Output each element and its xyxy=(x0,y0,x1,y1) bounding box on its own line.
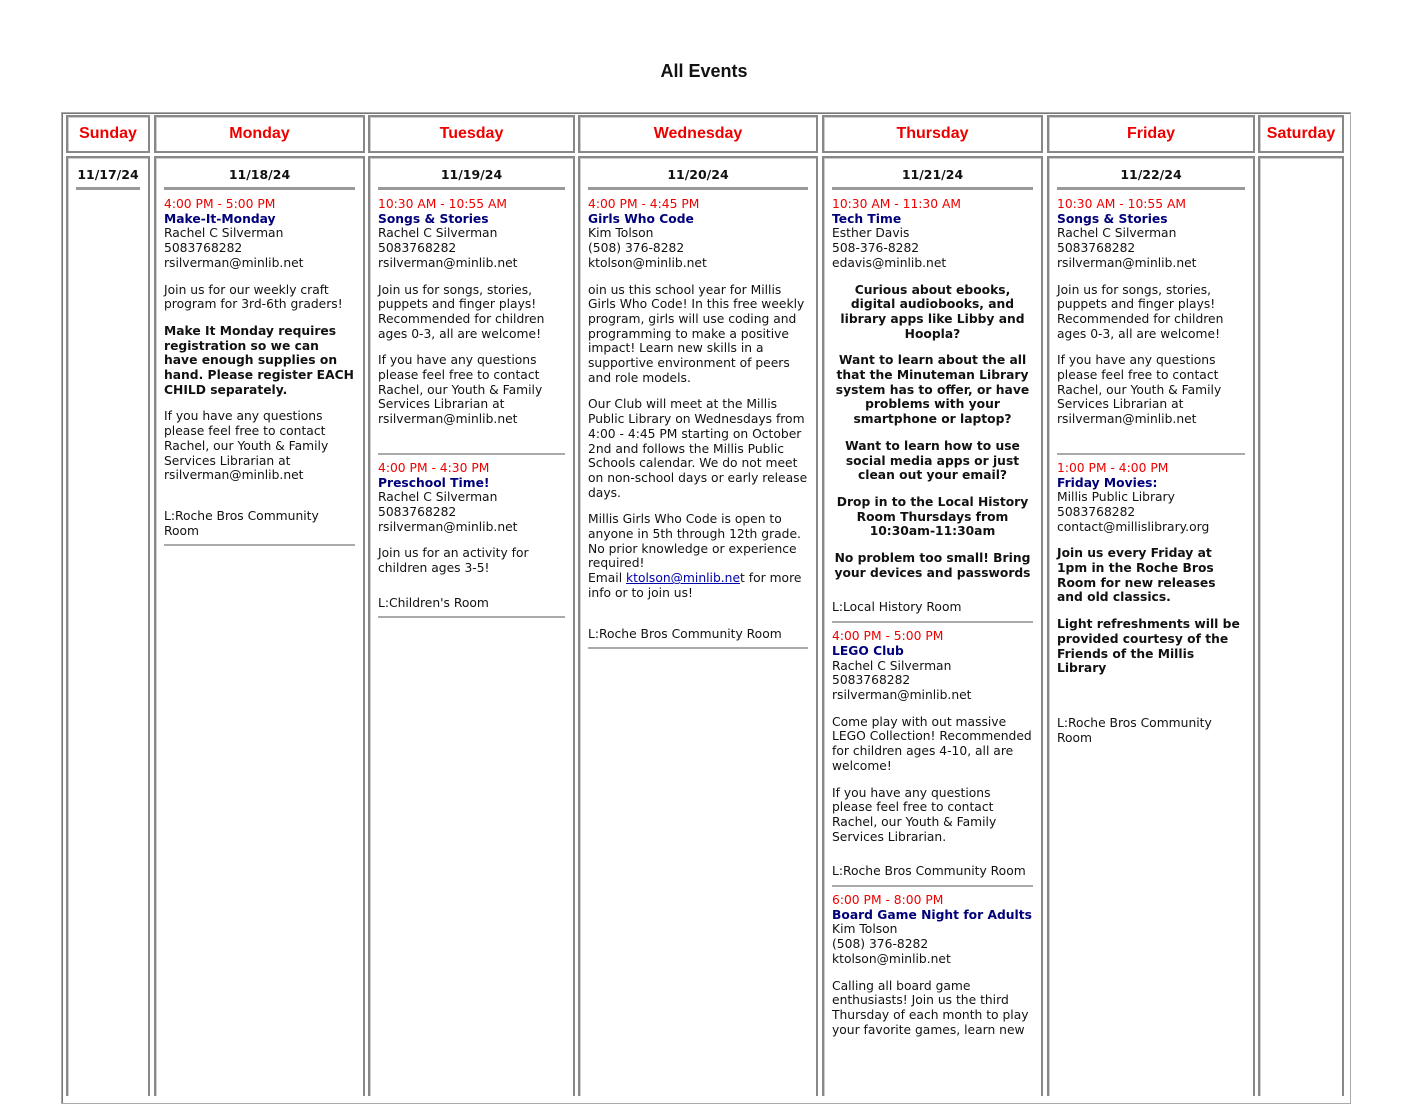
event-description: If you have any questions please feel free to contact Rachel, our Youth & Family Services Librarian at rsilverman@minlib.net xyxy=(1057,353,1222,427)
event-time: 10:30 AM - 10:55 AM xyxy=(1057,197,1186,211)
contact-email: rsilverman@minlib.net xyxy=(164,255,304,270)
contact-phone: (508) 376-8282 xyxy=(832,937,929,952)
day-header-friday: Friday xyxy=(1047,115,1255,153)
event-title[interactable]: Make-It-Monday xyxy=(164,211,276,226)
event-title[interactable]: Preschool Time! xyxy=(378,475,490,490)
contact-name: Millis Public Library xyxy=(1057,490,1175,505)
contact-email: edavis@minlib.net xyxy=(832,255,947,270)
event-location: L:Local History Room xyxy=(832,600,962,615)
contact-name: Kim Tolson xyxy=(832,922,898,937)
event-time: 1:00 PM - 4:00 PM xyxy=(1057,460,1169,475)
event-divider xyxy=(832,621,1033,623)
event-location: L:Roche Bros Community Room xyxy=(588,626,782,641)
event-title[interactable]: LEGO Club xyxy=(832,643,904,658)
event-time: 10:30 AM - 10:55 AM xyxy=(378,197,507,211)
event-tech-time[interactable] xyxy=(832,197,1033,623)
event-description: Our Club will meet at the Millis Public Library on Wednesdays from 4:00 - 4:45 PM starting on October 2nd and follows the Millis Public Schools calendar. We do not meet on non-school days or early release days. xyxy=(588,397,808,500)
event-description-text: t for more info or to join us! xyxy=(588,571,802,600)
event-location: L:Children's Room xyxy=(378,595,489,610)
day-cell-monday xyxy=(154,156,365,1096)
event-divider xyxy=(1057,453,1245,455)
event-description: Want to learn how to use social media apps or just clean out your email? xyxy=(845,438,1020,483)
event-description: No problem too small! Bring your devices and passwords xyxy=(834,551,1031,580)
event-title[interactable]: Friday Movies: xyxy=(1057,475,1158,490)
contact-phone: 5083768282 xyxy=(1057,241,1136,256)
event-description: Join us for songs, stories, puppets and finger plays! Recommended for children ages 0-3, all are welcome! xyxy=(1057,282,1224,341)
day-cell-saturday xyxy=(1258,156,1344,1096)
contact-name: Rachel C Silverman xyxy=(378,226,498,241)
divider xyxy=(588,187,808,190)
column-wednesday xyxy=(578,115,818,1095)
date-label: 11/19/24 xyxy=(440,167,503,182)
day-header-tuesday: Tuesday xyxy=(368,115,575,153)
event-description-text: Millis Girls Who Code is open to anyone in 5th through 12th grade. No prior knowledge or experience required! xyxy=(588,512,801,571)
event-preschool-time[interactable] xyxy=(378,461,565,619)
contact-phone: (508) 376-8282 xyxy=(588,241,685,256)
column-saturday xyxy=(1258,115,1344,1095)
event-time: 6:00 PM - 8:00 PM xyxy=(832,893,944,908)
event-description: oin us this school year for Millis Girls Who Code! In this free weekly program, girls will use coding and programming to make a positive impact! Learn new skills in a supportive environment of peers and role models. xyxy=(588,282,805,385)
email-link[interactable]: ktolson@minlib.ne xyxy=(626,571,741,586)
contact-phone: 5083768282 xyxy=(164,241,243,256)
contact-email: rsilverman@minlib.net xyxy=(832,687,972,702)
event-divider xyxy=(588,647,808,649)
event-divider xyxy=(164,544,355,546)
event-description-text: Email xyxy=(588,571,627,586)
event-description: Join us for our weekly craft program for 3rd-6th graders! xyxy=(164,282,343,312)
event-title[interactable]: Songs & Stories xyxy=(1057,211,1168,226)
page-title: All Events xyxy=(660,61,748,81)
contact-email: rsilverman@minlib.net xyxy=(378,519,518,534)
date-label: 11/17/24 xyxy=(77,167,139,182)
event-description: Make It Monday requires registration so we can have enough supplies on hand. Please register EACH CHILD separately. xyxy=(164,323,354,397)
event-location: L:Roche Bros Community Room xyxy=(832,864,1026,879)
contact-phone: 508-376-8282 xyxy=(832,241,920,256)
event-description: If you have any questions please feel free to contact Rachel, our Youth & Family Services Librarian. xyxy=(832,785,997,844)
column-thursday xyxy=(822,115,1043,1095)
event-description: Curious about ebooks, digital audiobooks, and library apps like Libby and Hoopla? xyxy=(840,282,1025,341)
contact-email: ktolson@minlib.net xyxy=(832,951,951,966)
event-description: Light refreshments will be provided courtesy of the Friends of the Millis Library xyxy=(1057,617,1240,676)
day-cell-tuesday xyxy=(368,156,575,1096)
event-divider xyxy=(832,885,1033,887)
divider xyxy=(378,187,565,190)
event-title[interactable]: Tech Time xyxy=(832,211,902,226)
event-location: L:Roche Bros Community Room xyxy=(1057,715,1212,745)
event-title[interactable]: Board Game Night for Adults xyxy=(832,907,1032,922)
date-label: 11/21/24 xyxy=(901,167,964,182)
day-cell-friday xyxy=(1047,156,1255,1096)
contact-phone: 5083768282 xyxy=(1057,504,1136,519)
event-description: Join us for an activity for children ages 3-5! xyxy=(378,546,529,576)
event-description: If you have any questions please feel free to contact Rachel, our Youth & Family Services Librarian at rsilverman@minlib.net xyxy=(378,353,543,427)
event-lego-club[interactable] xyxy=(832,629,1033,887)
event-title[interactable]: Songs & Stories xyxy=(378,211,489,226)
event-friday-movies[interactable] xyxy=(1057,461,1245,746)
event-time: 4:00 PM - 5:00 PM xyxy=(164,197,276,211)
day-cell-thursday xyxy=(822,156,1043,1096)
divider xyxy=(164,187,355,190)
contact-name: Esther Davis xyxy=(832,226,910,241)
event-description: Join us for songs, stories, puppets and finger plays! Recommended for children ages 0-3, all are welcome! xyxy=(378,282,545,341)
date-label: 11/20/24 xyxy=(667,167,729,182)
event-description: Come play with out massive LEGO Collection! Recommended for children ages 4-10, all are welcome! xyxy=(832,714,1032,773)
column-monday xyxy=(154,115,365,1095)
contact-email: rsilverman@minlib.net xyxy=(378,255,518,270)
event-make-it-monday[interactable] xyxy=(164,197,355,546)
contact-phone: 5083768282 xyxy=(378,241,457,256)
event-girls-who-code[interactable] xyxy=(588,197,808,649)
divider xyxy=(832,187,1033,190)
contact-phone: 5083768282 xyxy=(378,504,457,519)
contact-name: Rachel C Silverman xyxy=(1057,226,1177,241)
day-header-thursday: Thursday xyxy=(822,115,1043,153)
contact-name: Rachel C Silverman xyxy=(378,490,498,505)
contact-email: contact@millislibrary.org xyxy=(1057,519,1210,534)
divider xyxy=(76,187,140,190)
column-sunday xyxy=(66,115,150,1095)
event-description: Drop in to the Local History Room Thursdays from 10:30am-11:30am xyxy=(836,494,1029,539)
date-label: 11/22/24 xyxy=(1120,167,1182,182)
event-songs-stories[interactable] xyxy=(1057,197,1245,455)
event-time: 10:30 AM - 11:30 AM xyxy=(832,197,961,211)
contact-email: rsilverman@minlib.net xyxy=(1057,255,1197,270)
event-board-game-night[interactable] xyxy=(832,893,1033,1037)
event-description: Join us every Friday at 1pm in the Roche Bros Room for new releases and old classics. xyxy=(1057,546,1216,605)
event-description: Calling all board game enthusiasts! Join us the third Thursday of each month to play your favorite games, learn new xyxy=(832,978,1029,1037)
day-cell-sunday xyxy=(66,156,150,1096)
date-label: 11/18/24 xyxy=(228,167,291,182)
day-header-wednesday: Wednesday xyxy=(578,115,818,153)
event-divider xyxy=(378,616,565,618)
contact-phone: 5083768282 xyxy=(832,673,911,688)
event-divider xyxy=(378,453,565,455)
day-cell-wednesday xyxy=(578,156,818,1096)
event-location: L:Roche Bros Community Room xyxy=(164,508,319,538)
event-description xyxy=(588,512,808,600)
event-time: 4:00 PM - 4:45 PM xyxy=(588,197,700,211)
event-description: If you have any questions please feel free to contact Rachel, our Youth & Family Services Librarian at rsilverman@minlib.net xyxy=(164,409,329,483)
event-title[interactable]: Girls Who Code xyxy=(588,211,694,226)
contact-email: ktolson@minlib.net xyxy=(588,255,707,270)
day-header-saturday: Saturday xyxy=(1258,115,1344,153)
divider xyxy=(1057,187,1245,190)
day-header-sunday: Sunday xyxy=(66,115,150,153)
event-songs-stories[interactable] xyxy=(378,197,565,455)
contact-name: Rachel C Silverman xyxy=(832,658,952,673)
event-description: Want to learn about the all that the Minuteman Library system has to offer, or have problems with your smartphone or laptop? xyxy=(835,353,1030,427)
column-tuesday xyxy=(368,115,575,1095)
column-friday xyxy=(1047,115,1255,1095)
event-time: 4:00 PM - 4:30 PM xyxy=(378,460,490,475)
day-header-monday: Monday xyxy=(154,115,365,153)
event-time: 4:00 PM - 5:00 PM xyxy=(832,629,944,644)
contact-name: Rachel C Silverman xyxy=(164,226,284,241)
contact-name: Kim Tolson xyxy=(588,226,654,241)
